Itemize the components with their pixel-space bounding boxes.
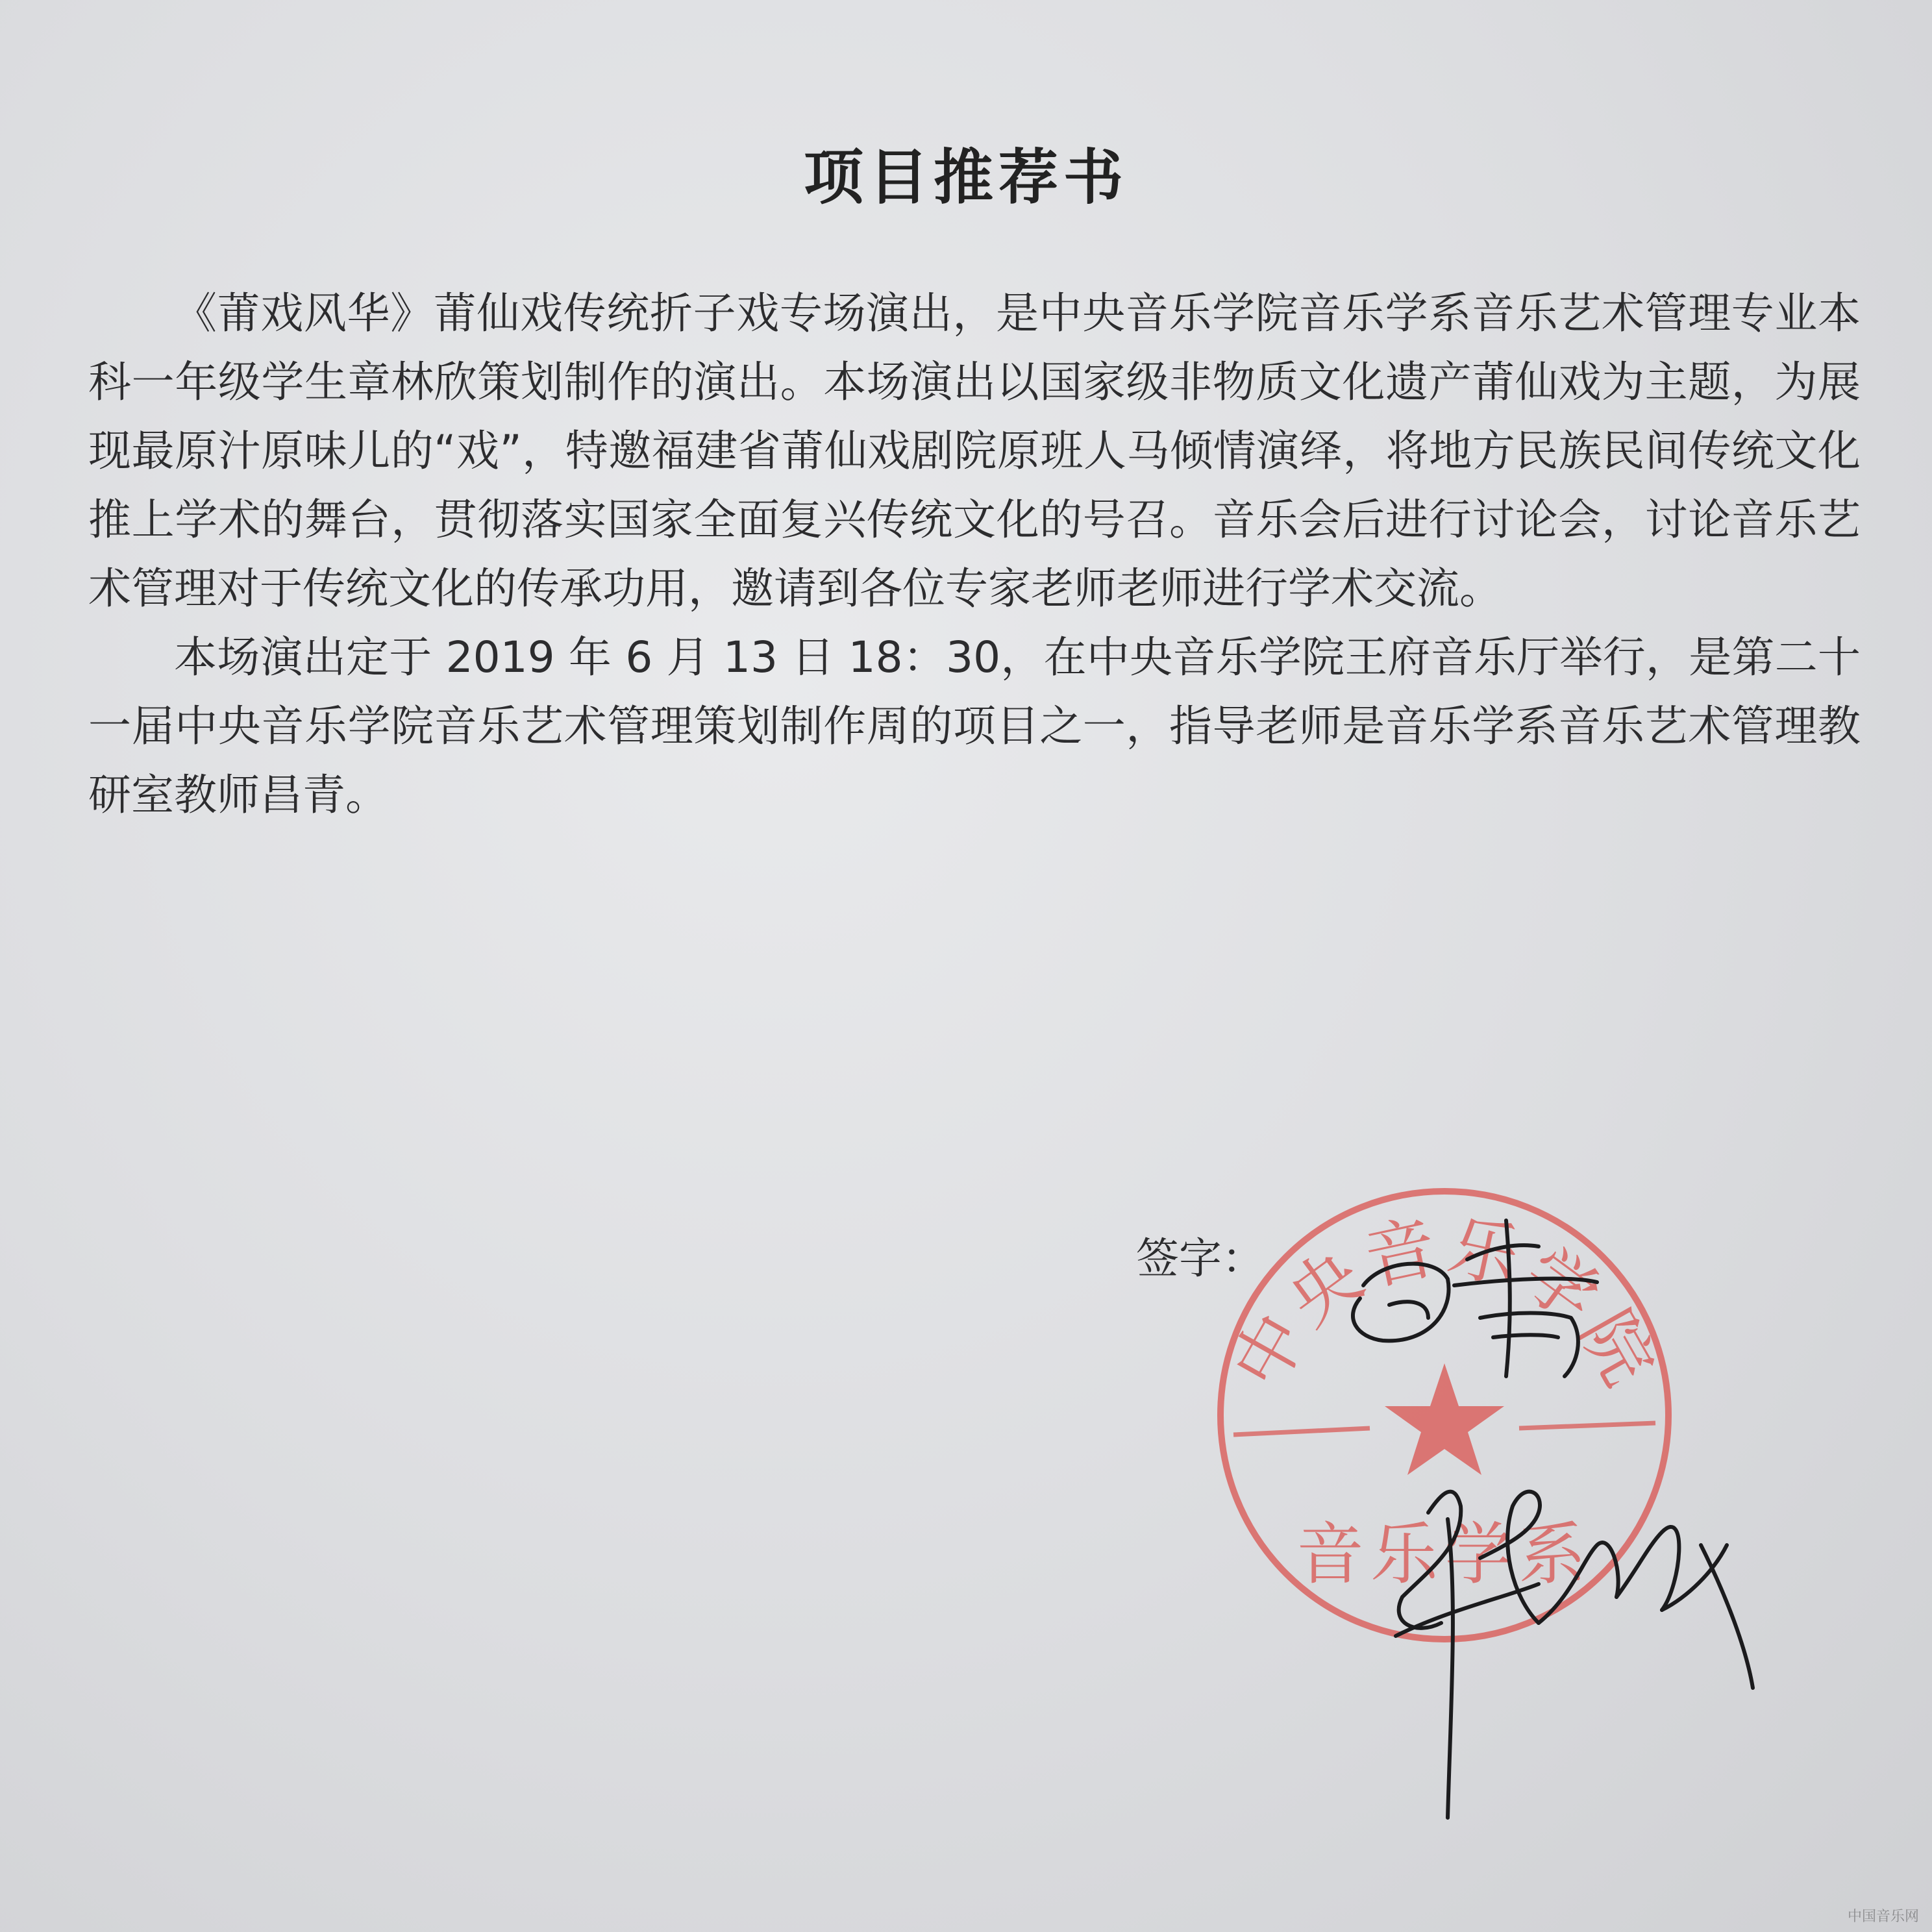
paragraph-1: 《莆戏风华》莆仙戏传统折子戏专场演出，是中央音乐学院音乐学系音乐艺术管理专业本科一年级学生章林欣策划制作的演出。本场演出以国家级非物质文化遗产莆仙戏为主题，为展现最原汁原味儿的“戏”，特邀福建省莆仙戏剧院原班人马倾情演绎，将地方民族民间传统文化推上学术的舞台，贯彻落实国家全面复兴传统文化的号召。音乐会后进行讨论会，讨论音乐艺术管理对于传统文化的传承功用，邀请到各位专家老师老师进行学术交流。 xyxy=(88,288,1861,613)
seal-bottom-text: 音乐学系 xyxy=(1296,1515,1593,1594)
paragraph-2: 本场演出定于 2019 年 6 月 13 日 18：30，在中央音乐学院王府音乐厅举行，是第二十一届中央音乐学院音乐艺术管理策划制作周的项目之一，指导老师是音乐学系音乐艺术管理教研室教师昌青。 xyxy=(88,632,1861,820)
seal-top-text: 中央音乐学院 xyxy=(1217,1206,1672,1402)
document-body xyxy=(88,279,1861,830)
watermark-logo: 中国音乐网 xyxy=(1847,1909,1919,1925)
signature-label: 签字： xyxy=(1136,1233,1265,1283)
document-title: 项目推荐书 xyxy=(803,143,1128,212)
handwritten-signature xyxy=(1233,1208,1818,1844)
